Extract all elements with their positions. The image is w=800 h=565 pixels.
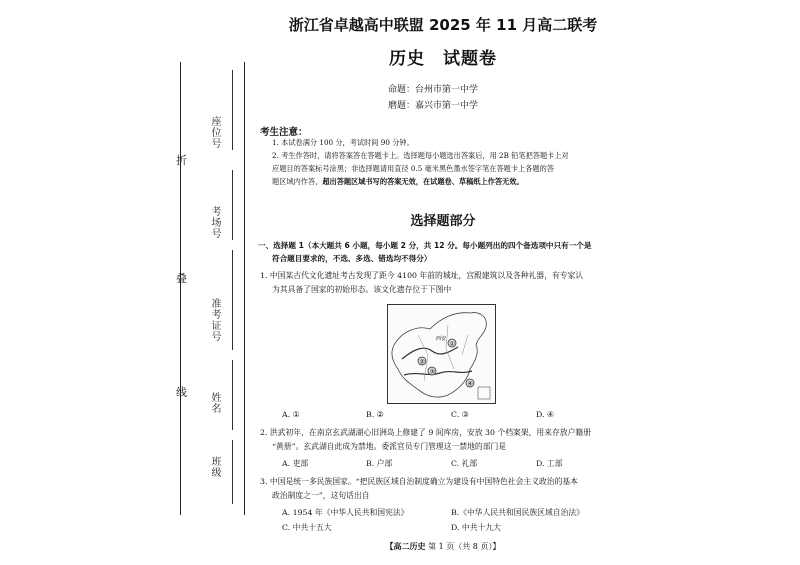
note-line-3: 应题目的答案标号涂黑；非选择题请用直径 0.5 毫米黑色墨水签字笔在答题卡上各题的答 (272, 164, 554, 173)
question-1-option-d[interactable]: D. ④ (536, 410, 554, 419)
question-3-option-c[interactable]: C. 中共十五大 (282, 523, 332, 532)
note-line-4-start: 题区域内作答， (272, 177, 323, 186)
note-line-4 (272, 176, 524, 188)
seat-number-label: 座位号 (209, 116, 220, 149)
section-intro-1: 一、选择题 1（本大题共 6 小题，每小题 2 分，共 12 分。每小题列出的四个备选项中只有一个是 (258, 241, 592, 250)
question-1-line-1: 1. 中国某古代文化遗址考古发现了距今 4100 年前的城址，宫殿建筑以及各种礼器，有专家认 (260, 271, 584, 280)
map-label-4: ④ (467, 380, 473, 388)
exam-page (258, 0, 628, 565)
exam-room-label: 考场号 (209, 206, 220, 239)
question-3-line-1: 3. 中国是统一多民族国家。“把民族区域自治制度确立为建设有中国特色社会主义政治的基本 (260, 477, 578, 486)
question-2-option-d[interactable]: D. 工部 (536, 459, 563, 468)
yellow-river (402, 347, 458, 359)
class-label: 班级 (209, 456, 220, 478)
exam-title: 浙江省卓越高中联盟 2025 年 11 月高二联考 (288, 16, 598, 34)
question-1-line-2: 为其具备了国家的初始形态。该文化遗存位于下图中 (272, 285, 452, 294)
note-line-2: 2. 考生作答时，请将答案答在答题卡上。选择题每小题选出答案后，用 2B 铅笔把答题卡上对 (272, 151, 569, 160)
map-svg (388, 305, 495, 403)
admission-number-field[interactable] (232, 250, 233, 350)
question-1-map (387, 304, 496, 404)
question-3-option-a[interactable]: A. 1954 年《中华人民共和国宪法》 (282, 508, 409, 517)
fold-char-1: 折 (176, 154, 187, 167)
map-label-1: ① (449, 340, 455, 348)
seat-number-field[interactable] (232, 70, 233, 150)
footer-subject: 【高二历史 (385, 542, 426, 551)
exam-room-field[interactable] (232, 170, 233, 240)
binding-line-inner (244, 62, 245, 515)
question-3-option-d[interactable]: D. 中共十九大 (451, 523, 501, 532)
question-2-option-a[interactable]: A. 吏部 (282, 459, 309, 468)
map-city-label: 西安 (436, 336, 447, 342)
question-2-line-1: 2. 洪武初年，在南京玄武湖湖心旧洲岛上修建了 9 间库房，安放 30 个档案架，用来存放户籍册 (260, 428, 591, 437)
page-footer (258, 541, 628, 552)
yangtze-river (404, 368, 472, 376)
section-intro-2: 符合题目要求的，不选、多选、错选均不得分） (272, 254, 432, 263)
class-field[interactable] (232, 440, 233, 504)
fold-char-2: 叠 (176, 272, 187, 285)
subject-title: 历史 试题卷 (389, 49, 497, 69)
reviewer-line: 磨题：嘉兴市第一中学 (388, 101, 479, 111)
setter-line: 命题：台州市第一中学 (388, 85, 479, 95)
question-2-option-b[interactable]: B. 户部 (366, 459, 393, 468)
footer-page: 第 1 页（共 8 页）】 (428, 542, 501, 551)
admission-number-label: 准考证号 (209, 298, 220, 342)
name-label: 姓名 (209, 392, 220, 414)
question-3-line-2: 政治制度之一”，这句话出自 (272, 491, 370, 500)
name-field[interactable] (232, 360, 233, 430)
question-2-line-2: “黄册”。玄武湖自此成为禁地。委派官员专门管理这一禁地的部门是 (272, 442, 507, 451)
fold-char-3: 线 (176, 386, 187, 399)
question-1-option-c[interactable]: C. ③ (451, 410, 469, 419)
notes-heading: 考生注意： (260, 127, 308, 138)
note-line-1: 1. 本试卷满分 100 分，考试时间 90 分钟。 (272, 138, 414, 147)
map-label-3: ③ (429, 368, 435, 376)
question-2-option-c[interactable]: C. 礼部 (451, 459, 478, 468)
map-label-2: ② (419, 358, 425, 366)
note-emphasis: 超出答题区域书写的答案无效，在试题卷、草稿纸上作答无效。 (322, 177, 524, 186)
question-1-option-a[interactable]: A. ① (282, 410, 300, 419)
section-heading: 选择题部分 (410, 214, 476, 229)
south-sea-inset (478, 387, 490, 399)
question-1-option-b[interactable]: B. ② (366, 410, 384, 419)
binding-line-outer (180, 62, 181, 515)
question-3-option-b[interactable]: B.《中华人民共和国民族区域自治法》 (451, 508, 584, 517)
